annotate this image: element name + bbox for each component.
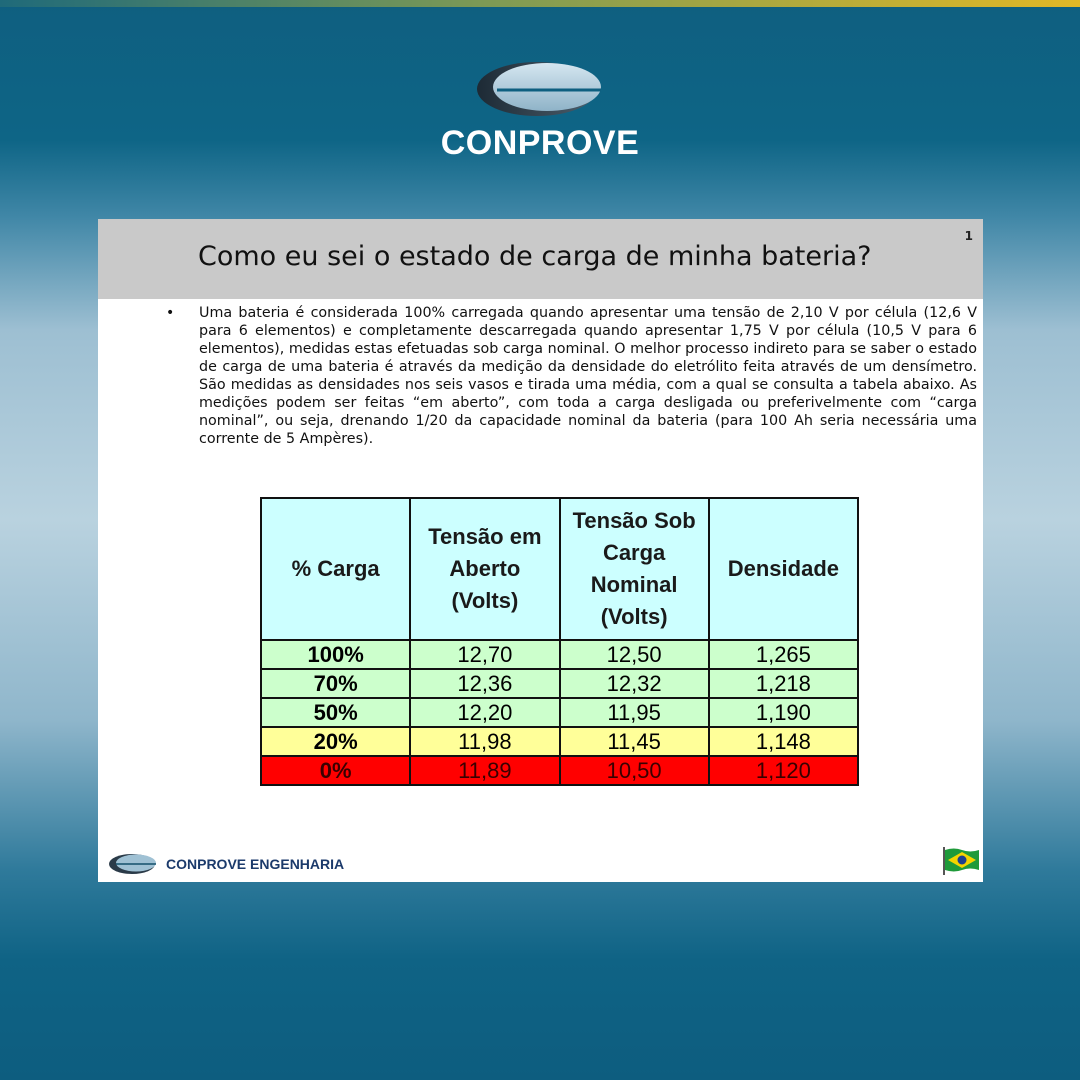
cell-charge: 70%: [261, 669, 410, 698]
cell-open-voltage: 12,20: [410, 698, 559, 727]
column-header-charge: % Carga: [261, 498, 410, 640]
column-header-open-voltage: Tensão em Aberto (Volts): [410, 498, 559, 640]
table-row: [261, 756, 858, 785]
column-header-load-voltage: Tensão Sob Carga Nominal (Volts): [560, 498, 709, 640]
cell-open-voltage: 11,98: [410, 727, 559, 756]
cell-density: 1,190: [709, 698, 858, 727]
cell-density: 1,148: [709, 727, 858, 756]
cell-load-voltage: 10,50: [560, 756, 709, 785]
cell-density: 1,120: [709, 756, 858, 785]
slide-panel: [98, 219, 983, 882]
slide-title: Como eu sei o estado de carga de minha bateria?: [198, 241, 872, 272]
brand-header: [0, 58, 1080, 163]
cell-load-voltage: 12,32: [560, 669, 709, 698]
cell-charge: 0%: [261, 756, 410, 785]
table-row: [261, 669, 858, 698]
brand-name: CONPROVE: [440, 124, 640, 162]
cell-load-voltage: 11,95: [560, 698, 709, 727]
slide-header: [98, 219, 983, 299]
table-row: [261, 727, 858, 756]
top-accent-stripe: [0, 0, 1080, 7]
table-header-row: [261, 498, 858, 640]
cell-density: 1,218: [709, 669, 858, 698]
cell-load-voltage: 12,50: [560, 640, 709, 669]
cell-open-voltage: 12,70: [410, 640, 559, 669]
battery-charge-table: [260, 497, 859, 786]
footer-brand-label: CONPROVE ENGENHARIA: [166, 856, 345, 872]
conprove-logo-icon: [475, 58, 605, 120]
slide-number: 1: [964, 229, 973, 243]
cell-load-voltage: 11,45: [560, 727, 709, 756]
bullet-paragraph: Uma bateria é considerada 100% carregada quando apresentar uma tensão de 2,10 V por célula (12,6 V para 6 elementos) e completamente descarregada quando apresentar 1,75 V por célula (10,5 V para 6 elementos), medidas estas efetuadas sob carga nominal. O melhor processo indireto para se saber o estado de carga de uma bateria é através da medição da densidade do eletrólito feita através de um densímetro. São medidas as densidades nos seis vasos e tirada uma média, com a qual se consulta a tabela abaixo. As medições podem ser feitas “em aberto”, com toda a carga desligada ou preferivelmente com “carga nominal”, ou seja, drenando 1/20 da capacidade nominal da bateria (para 100 Ah seria necessária uma corrente de 5 Ampères).: [199, 305, 977, 447]
cell-charge: 50%: [261, 698, 410, 727]
cell-charge: 100%: [261, 640, 410, 669]
cell-open-voltage: 11,89: [410, 756, 559, 785]
footer-brand: [108, 852, 344, 876]
cell-density: 1,265: [709, 640, 858, 669]
cell-open-voltage: 12,36: [410, 669, 559, 698]
cell-charge: 20%: [261, 727, 410, 756]
bullet-icon: •: [166, 305, 175, 321]
table-row: [261, 698, 858, 727]
column-header-density: Densidade: [709, 498, 858, 640]
table-row: [261, 640, 858, 669]
conprove-small-logo-icon: [108, 852, 158, 876]
brazil-flag-icon: [942, 847, 980, 875]
